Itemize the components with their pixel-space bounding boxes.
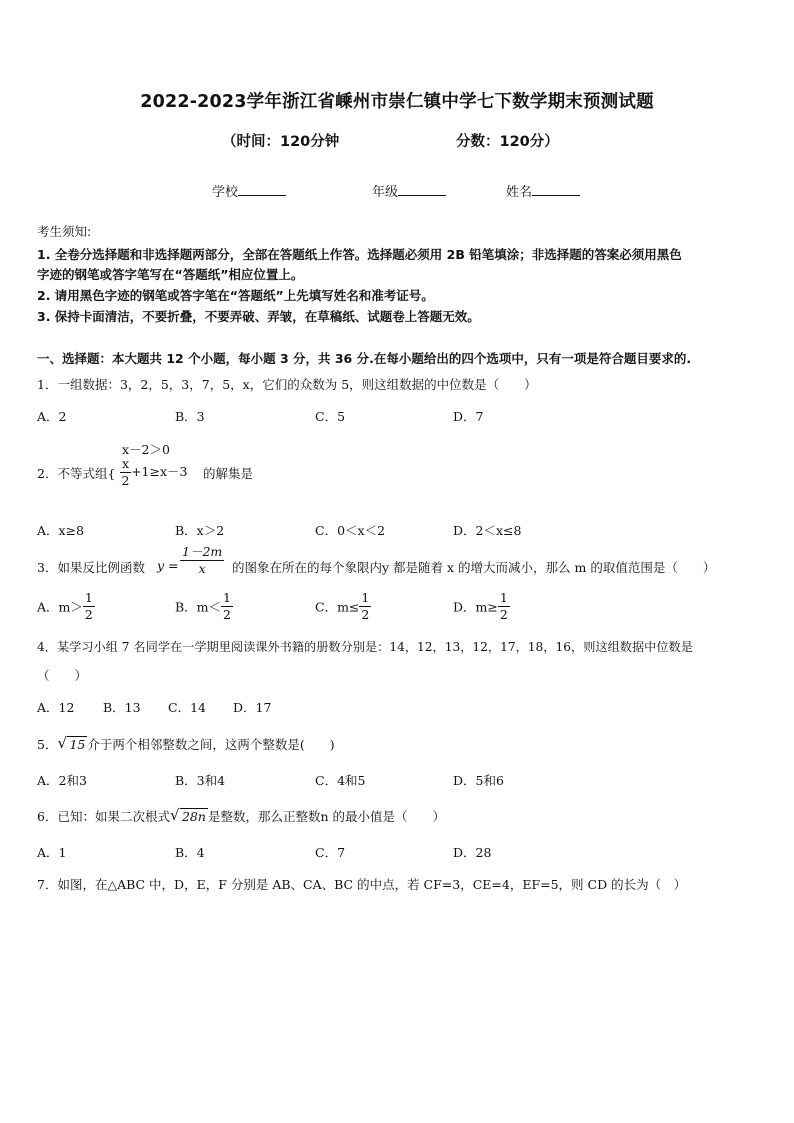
q3-d-label: D．m≥ [453, 599, 498, 615]
q3-frac-num: 1－2m [182, 544, 223, 559]
q2-fraction [120, 456, 131, 489]
q3-option-b[interactable] [175, 590, 233, 623]
q5-radicand: 15 [69, 737, 86, 752]
q6-sqrt [169, 806, 208, 824]
q5-option-b[interactable]: B．3和4 [175, 773, 226, 788]
q4-option-d[interactable]: D．17 [233, 700, 272, 715]
q5-prefix: 5． [37, 737, 58, 752]
q5-option-a[interactable]: A．2和3 [37, 773, 87, 788]
q3-c-label: C．m≤ [315, 599, 360, 615]
q5-sqrt [57, 734, 87, 752]
notice-item-2: 2. 请用黑色字迹的钢笔或答字笔在“答题纸”上先填写姓名和准考证号。 [37, 288, 434, 303]
q3-prefix: 3．如果反比例函数 [37, 560, 145, 575]
q6-radicand: 28n [181, 809, 206, 824]
q3-c-fraction [359, 590, 371, 623]
q5-option-c[interactable]: C．4和5 [315, 773, 366, 788]
q2-rest: +1≥x－3 [131, 464, 188, 479]
q2-inequality-1: x－2＞0 [122, 442, 170, 457]
q2-prefix: 2．不等式组{ [37, 466, 116, 481]
q3-b-den: 2 [223, 607, 231, 622]
q3-a-num: 1 [84, 590, 93, 605]
q4-option-b[interactable]: B．13 [103, 700, 141, 715]
q2-option-a[interactable]: A．x≥8 [37, 523, 85, 538]
school-field [212, 181, 286, 200]
question-4-stem: 4．某学习小组 7 名同学在一学期里阅读课外书籍的册数分别是：14，12，13，12，17，18，16，则这组数据中位数是 [37, 640, 693, 654]
grade-field [372, 181, 446, 200]
q6-option-c[interactable]: C．7 [315, 845, 346, 860]
name-label: 姓名 [506, 185, 533, 200]
q3-option-c[interactable] [315, 590, 371, 623]
q2-option-b[interactable]: B．x＞2 [175, 523, 225, 538]
sqrt-icon: √ [57, 734, 68, 752]
q1-option-a[interactable]: A．2 [37, 409, 67, 424]
q2-option-c[interactable]: C．0＜x＜2 [315, 523, 386, 538]
notice-item-1: 1. 全卷分选择题和非选择题两部分，全部在答题纸上作答。选择题必须用 2B 铅笔填涂；非选择题的答案必须用黑色 [37, 247, 682, 262]
q3-frac-den: x [198, 561, 206, 576]
q3-c-num: 1 [361, 590, 370, 605]
school-blank[interactable] [238, 183, 286, 196]
q6-option-a[interactable]: A．1 [37, 845, 67, 860]
q5-stem [37, 735, 335, 753]
name-field [506, 181, 580, 200]
q5-option-d[interactable]: D．5和6 [453, 773, 504, 788]
grade-blank[interactable] [398, 183, 446, 196]
question-1-stem: 1．一组数据：3，2，5，3，7，5，x，它们的众数为 5，则这组数据的中位数是（ ） [37, 377, 537, 392]
question-7-stem: 7．如图，在△ABC 中，D，E，F 分别是 AB、CA、BC 的中点，若 CF=3，CE=4，EF=5，则 CD 的长为（ ） [37, 877, 687, 892]
q6-option-d[interactable]: D．28 [453, 845, 492, 860]
exam-title: 2022-2023学年浙江省嵊州市崇仁镇中学七下数学期末预测试题 [140, 92, 654, 112]
q1-option-c[interactable]: C．5 [315, 409, 346, 424]
q3-fraction-wrap [180, 544, 224, 577]
q6-prefix: 6．已知：如果二次根式 [37, 809, 170, 824]
q3-option-a[interactable] [37, 590, 95, 623]
school-label: 学校 [212, 185, 239, 200]
q2-option-d[interactable]: D．2＜x≤8 [453, 523, 522, 538]
q4-option-a[interactable]: A．12 [37, 700, 75, 715]
notice-item-1b: 字迹的钢笔或答字笔写在“答题纸”相应位置上。 [37, 267, 304, 282]
q4-option-c[interactable]: C．14 [168, 700, 206, 715]
time-label: （时间：120分钟 [222, 134, 340, 150]
q3-d-num: 1 [499, 590, 508, 605]
q1-option-b[interactable]: B．3 [175, 409, 205, 424]
q2-frac-num: x [122, 456, 130, 471]
q3-y-eq: y = [157, 558, 179, 573]
q3-fraction [180, 544, 224, 577]
q3-c-den: 2 [361, 607, 370, 622]
q6-stem [37, 807, 445, 825]
score-label: 分数：120分） [456, 134, 559, 150]
sqrt-icon: √ [169, 806, 180, 824]
q3-a-label: A．m＞ [37, 599, 83, 615]
notice-item-3: 3. 保持卡面清洁，不要折叠，不要弄破、弄皱，在草稿纸、试题卷上答题无效。 [37, 309, 480, 324]
q6-option-b[interactable]: B．4 [175, 845, 205, 860]
q6-suffix: 是整数，那么正整数n 的最小值是（ ） [207, 809, 445, 824]
notice-heading: 考生须知: [37, 224, 92, 239]
name-blank[interactable] [532, 183, 580, 196]
q2-suffix: 的解集是 [203, 466, 254, 481]
q3-a-fraction [83, 590, 95, 623]
q3-b-num: 1 [223, 590, 231, 605]
q3-d-fraction [498, 590, 510, 623]
q3-suffix: 的图象在所在的每个象限内y 都是随着 x 的增大而减小，那么 m 的取值范围是（ ） [232, 560, 716, 575]
q5-suffix: 介于两个相邻整数之间，这两个整数是( ) [87, 737, 335, 752]
grade-label: 年级 [372, 185, 399, 200]
question-4-paren: （ ） [37, 668, 88, 683]
q1-option-d[interactable]: D．7 [453, 409, 484, 424]
q2-inequality-2 [120, 456, 187, 489]
q3-a-den: 2 [84, 607, 93, 622]
q3-b-fraction [221, 590, 233, 623]
q3-d-den: 2 [499, 607, 508, 622]
q3-b-label: B．m＜ [175, 599, 222, 615]
section-heading: 一、选择题：本大题共 12 个小题，每小题 3 分，共 36 分.在每小题给出的四个选项中，只有一项是符合题目要求的. [37, 351, 692, 366]
q3-option-d[interactable] [453, 590, 510, 623]
q2-frac-den: 2 [121, 473, 130, 488]
